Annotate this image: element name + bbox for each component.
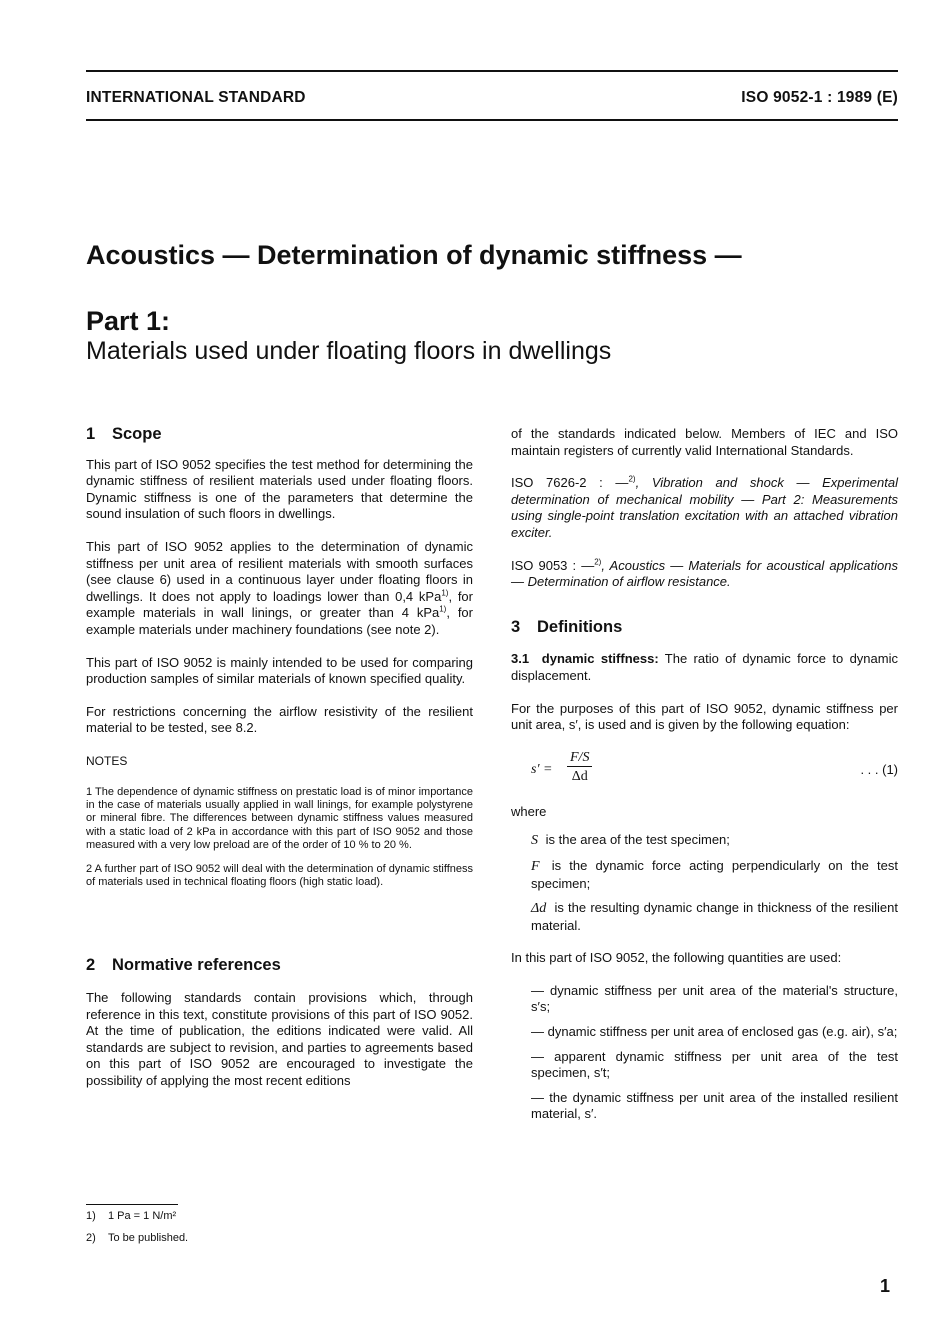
equation-number: . . . (1) (860, 761, 898, 777)
definition-term: dynamic stiffness: (541, 651, 659, 667)
where-item-delta-d (511, 900, 898, 934)
normative-title: Normative references (112, 956, 281, 975)
equation-denominator: Δd (571, 769, 588, 785)
right-column (511, 426, 898, 1131)
normative-p1-cont: of the standards indicated below. Members of IEC and ISO maintain registers of currently valid International Standards. (511, 426, 898, 458)
left-column (86, 426, 473, 1106)
symbol: Δd (531, 901, 547, 917)
footnote-text: 1 Pa = 1 N/m² (108, 1210, 177, 1222)
normative-heading (86, 957, 473, 974)
part-label: Part 1: (86, 306, 171, 336)
scope-p2-b: , for example materials in wall linings, or greater than 4 kPa (86, 588, 473, 621)
definitions-number: 3 (511, 617, 521, 636)
symbol-desc: is the dynamic force acting perpendicularly on the test specimen; (531, 857, 898, 891)
symbol: S (531, 833, 538, 849)
reference-iso-9053 (511, 558, 898, 591)
scope-p2-c: , for example materials under machinery foundations (see note 2). (86, 605, 473, 637)
ref1-code: ISO 7626-2 : — (511, 475, 629, 491)
symbol: F (531, 858, 540, 874)
where-item-s (511, 832, 898, 850)
footnote-ref: 1) (441, 588, 449, 598)
definition-number: 3.1 (511, 651, 530, 667)
footnote-ref: 2) (628, 474, 636, 484)
header-top-rule (86, 70, 898, 72)
equation-fraction (567, 750, 592, 786)
quantity-item: — dynamic stiffness per unit area of enclosed gas (e.g. air), s′a; (531, 1024, 898, 1040)
document-subtitle: Materials used under floating floors in dwellings (86, 337, 612, 365)
quantity-item: — the dynamic stiffness per unit area of the installed resilient material, s′. (531, 1089, 898, 1122)
definition-3-1 (511, 651, 898, 684)
where-item-f (511, 858, 898, 892)
note-2: 2 A further part of ISO 9052 will deal with the determination of dynamic stiffness of materials used in technical floating floors (high static load). (86, 862, 473, 888)
footnote-1 (86, 1210, 176, 1222)
scope-p1: This part of ISO 9052 specifies the test method for determining the dynamic stiffness of resilient materials used under floating floors. Dynamic stiffness is one of the parameters that determine the sound insulation of such floors in dwellings. (86, 456, 473, 522)
normative-p1: The following standards contain provisions which, through reference in this text, constitute provisions of this part of ISO 9052. At the time of publication, the editions indicated were valid. All standards are subject to revision, and parties to agreements based on this part of ISO 9052 are encouraged to investigate the possibility of applying the most recent editions (86, 989, 473, 1088)
footnote-2 (86, 1232, 188, 1244)
scope-p2 (86, 539, 473, 639)
ref2-code: ISO 9053 : — (511, 557, 595, 573)
note-1: 1 The dependence of dynamic stiffness on prestatic load is of minor importance in the case of materials usually applied in wall linings, for example polystyrene or mineral fibre. The differences between dynamic stiffness values measured with a static load of 2 kPa in accordance with this part of ISO 9052 and those measured with a very low preload are of the order of 10 % to 20 %. (86, 785, 473, 852)
footnote-ref: 1) (439, 605, 447, 615)
quantity-item: — apparent dynamic stiffness per unit area of the test specimen, s′t; (531, 1048, 898, 1081)
normative-number: 2 (86, 956, 96, 975)
ref1-title: , Vibration and shock — Experimental determination of mechanical mobility — Part 2: Measurements using single-point translation excitation with an attached vibration exciter. (511, 475, 898, 540)
footnote-ref: 2) (594, 557, 602, 567)
equation-1 (511, 750, 898, 796)
scope-p2-a: This part of ISO 9052 applies to the determination of dynamic stiffness per unit area of resilient materials with smooth surfaces (see clause 6) used in a continuous layer under floating floors in dwellings. It does not apply to loadings lower than 0,4 kPa (86, 538, 473, 604)
quantities-paragraph: In this part of ISO 9052, the following quantities are used: (511, 950, 842, 966)
notes-heading: NOTES (86, 753, 128, 768)
reference-iso-7626-2 (511, 475, 898, 541)
symbol-desc: is the area of the test specimen; (545, 832, 730, 848)
purpose-paragraph: For the purposes of this part of ISO 9052, dynamic stiffness per unit area, s′, is used and is given by the following equation: (511, 700, 898, 733)
scope-title: Scope (112, 425, 162, 443)
header-bottom-rule (86, 119, 898, 121)
document-title: Acoustics — Determination of dynamic stiffness — (86, 240, 742, 270)
footnote-number: 1) (86, 1210, 96, 1222)
footnote-rule (86, 1204, 178, 1205)
scope-number: 1 (86, 425, 96, 443)
definition-text: The ratio of dynamic force to dynamic displacement. (511, 651, 898, 683)
definitions-heading (511, 619, 898, 636)
symbol-desc: is the resulting dynamic change in thickness of the resilient material. (531, 900, 898, 933)
footnote-text: To be published. (108, 1232, 189, 1244)
scope-heading (86, 426, 473, 443)
scope-p4: For restrictions concerning the airflow resistivity of the resilient material to be tested, see 8.2. (86, 703, 473, 736)
scope-p3: This part of ISO 9052 is mainly intended to be used for comparing production samples of similar materials of known specified quality. (86, 654, 473, 687)
header-right: ISO 9052-1 : 1989 (E) (741, 89, 898, 106)
quantity-item: — dynamic stiffness per unit area of the material's structure, s′s; (531, 982, 898, 1015)
footnote-number: 2) (86, 1232, 96, 1244)
equation-numerator: F/S (567, 750, 592, 768)
header-left: INTERNATIONAL STANDARD (86, 89, 306, 106)
definitions-title: Definitions (537, 617, 623, 636)
equation-lhs: s′ = (531, 761, 553, 777)
ref2-title: , Acoustics — Materials for acoustical applications — Determination of airflow resistance. (511, 557, 898, 590)
page-number: 1 (880, 1276, 891, 1296)
where-label: where (511, 803, 547, 819)
